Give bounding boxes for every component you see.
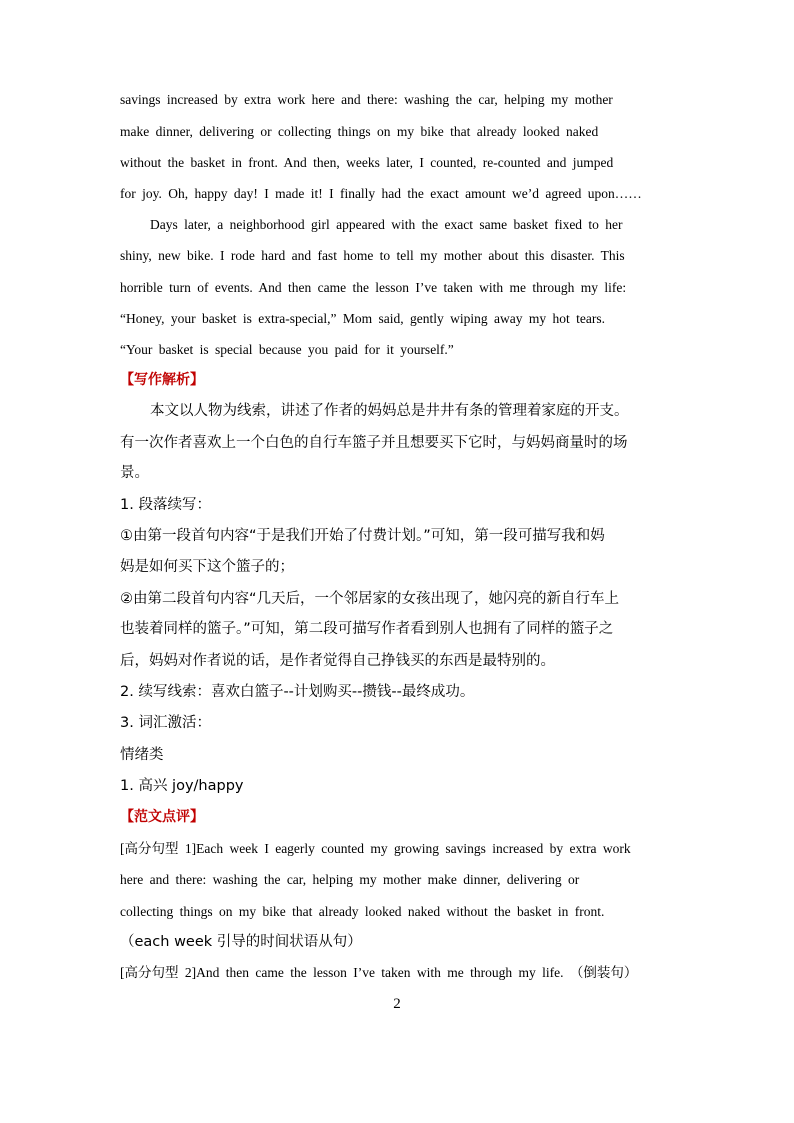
story-line: savings increased by extra work here and there: washing the car, helping my mother bbox=[120, 92, 613, 107]
analysis-category: 情绪类 bbox=[120, 747, 164, 763]
review-sentence1-line: here and there: washing the car, helping my mother make dinner, delivering or bbox=[120, 872, 580, 887]
review-sentence1-line: [高分句型 1]Each week I eagerly counted my growing savings increased by extra work bbox=[120, 841, 631, 856]
review-sentence2-line: [高分句型 2]And then came the lesson I’ve taken with me through my life. （倒装句） bbox=[120, 965, 638, 980]
analysis-vocab1: 1. 高兴 joy/happy bbox=[120, 778, 244, 794]
story-line: shiny, new bike. I rode hard and fast home to tell my mother about this disaster. This bbox=[120, 248, 625, 263]
analysis-intro-line: 有一次作者喜欢上一个白色的自行车篮子并且想要买下它时，与妈妈商量时的场 bbox=[120, 435, 628, 451]
review-heading: 【范文点评】 bbox=[120, 809, 204, 825]
story-line: horrible turn of events. And then came the lesson I’ve taken with me through my life: bbox=[120, 280, 627, 295]
story-line: make dinner, delivering or collecting things on my bike that already looked naked bbox=[120, 124, 599, 139]
review-sentence1-note: （each week 引导的时间状语从句） bbox=[120, 934, 362, 950]
story-line: Days later, a neighborhood girl appeared with the exact same basket fixed to her bbox=[150, 217, 623, 232]
review-sentence1-line: collecting things on my bike that already looked naked without the basket in front. bbox=[120, 904, 605, 919]
story-line: “Honey, your basket is extra-special,” Mom said, gently wiping away my hot tears. bbox=[120, 311, 606, 326]
story-line: for joy. Oh, happy day! I made it! I finally had the exact amount we’d agreed upon…… bbox=[120, 186, 642, 201]
analysis-heading: 【写作解析】 bbox=[120, 372, 204, 388]
analysis-item1-line: 后，妈妈对作者说的话，是作者觉得自己挣钱买的东西是最特别的。 bbox=[120, 653, 555, 669]
analysis-item3: 3. 词汇激活： bbox=[120, 715, 211, 731]
story-line: “Your basket is special because you paid for it yourself.” bbox=[120, 342, 454, 357]
analysis-item1-title: 1. 段落续写： bbox=[120, 497, 211, 513]
story-line: without the basket in front. And then, weeks later, I counted, re-counted and jumped bbox=[120, 155, 614, 170]
analysis-item1-line: 也装着同样的篮子。”可知，第二段可描写作者看到别人也拥有了同样的篮子之 bbox=[120, 621, 614, 637]
analysis-intro-line: 本文以人物为线索，讲述了作者的妈妈总是井井有条的管理着家庭的开支。 bbox=[150, 403, 629, 419]
page-number: 2 bbox=[393, 996, 401, 1012]
analysis-item1-line: ②由第二段首句内容“几天后，一个邻居家的女孩出现了，她闪亮的新自行车上 bbox=[120, 591, 620, 607]
analysis-intro-line: 景。 bbox=[120, 465, 149, 481]
analysis-item1-line: 妈是如何买下这个篮子的； bbox=[120, 559, 294, 575]
analysis-item2: 2. 续写线索：喜欢白篮子--计划购买--攒钱--最终成功。 bbox=[120, 684, 475, 700]
analysis-item1-line: ①由第一段首句内容“于是我们开始了付费计划。”可知，第一段可描写我和妈 bbox=[120, 528, 605, 544]
